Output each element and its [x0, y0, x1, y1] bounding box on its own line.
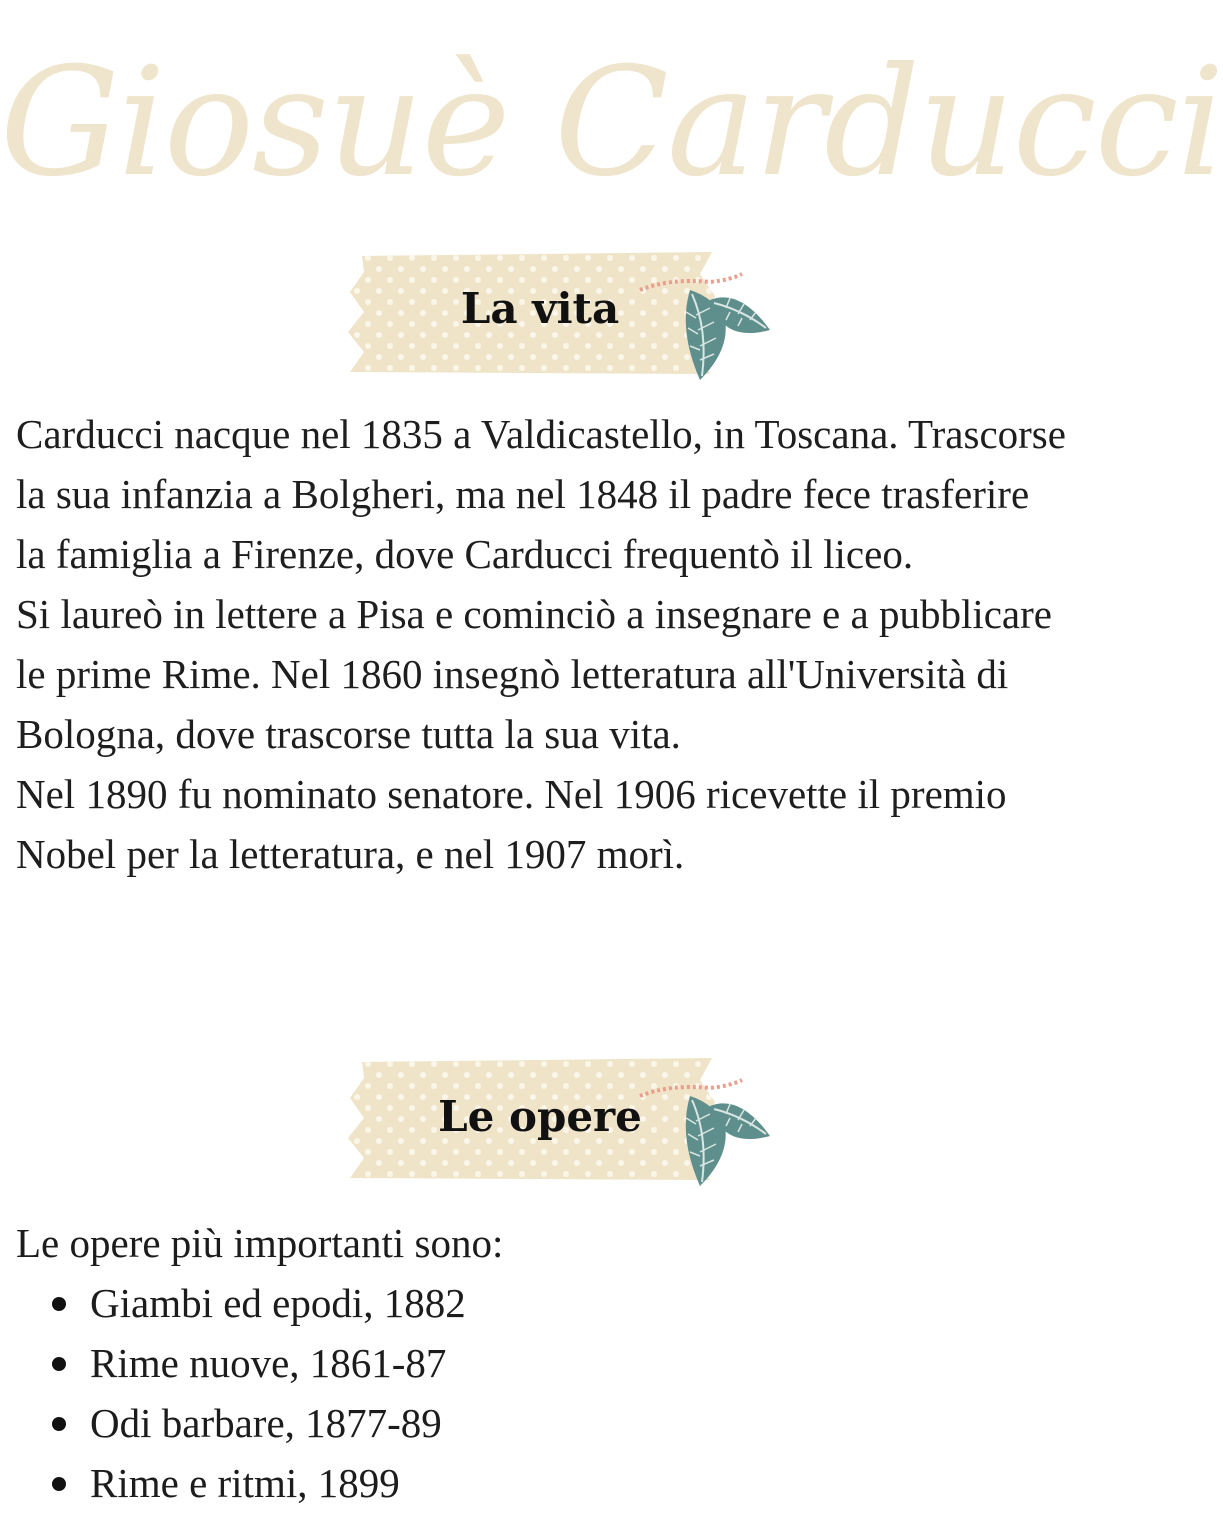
page-title: Giosuè Carducci [0, 36, 1223, 210]
leaf-branch-icon [630, 260, 780, 410]
list-item-text: Rime nuove, 1861-87 [90, 1340, 447, 1386]
section-heading-life [340, 252, 780, 382]
bullet-icon [52, 1477, 66, 1491]
life-paragraph: Nel 1890 fu nominato senatore. Nel 1906 ricevette il premio Nobel per la letteratura, e nel 1907 morì. [16, 771, 1007, 877]
bullet-icon [52, 1297, 66, 1311]
leaf-branch-icon [630, 1066, 780, 1216]
section-heading-life-label: La vita [460, 284, 620, 333]
bullet-icon [52, 1417, 66, 1431]
life-paragraph: Carducci nacque nel 1835 a Valdicastello, in Toscana. Trascorse la sua infanzia a Bolgheri, ma nel 1848 il padre fece trasferire la famiglia a Firenze, dove Carducci frequentò il liceo. [16, 411, 1066, 577]
bullet-icon [52, 1357, 66, 1371]
list-item [16, 1333, 466, 1393]
list-item [16, 1273, 466, 1333]
list-item-text: Rime e ritmi, 1899 [90, 1460, 400, 1506]
list-item [16, 1453, 466, 1513]
life-text [16, 404, 1066, 884]
section-heading-works [340, 1058, 780, 1188]
life-paragraph: Si laureò in lettere a Pisa e cominciò a insegnare e a pubblicare le prime Rime. Nel 1860 insegnò letteratura all'Università di Bologna, dove trascorse tutta la sua vita. [16, 591, 1052, 757]
works-list [16, 1273, 466, 1513]
section-heading-works-label: Le opere [438, 1092, 642, 1141]
list-item [16, 1393, 466, 1453]
list-item-text: Odi barbare, 1877-89 [90, 1400, 442, 1446]
list-item-text: Giambi ed epodi, 1882 [90, 1280, 466, 1326]
works-intro: Le opere più importanti sono: [16, 1220, 504, 1266]
